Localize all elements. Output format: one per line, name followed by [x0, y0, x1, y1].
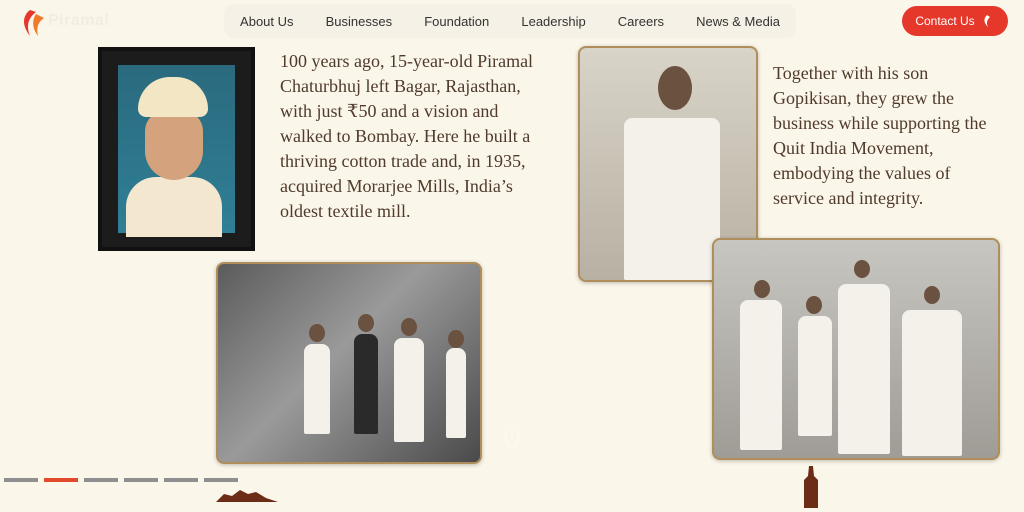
scroll-hint-icon	[505, 426, 519, 448]
logo-text: Piramal	[48, 12, 110, 29]
story-text-left: 100 years ago, 15-year-old Piramal Chaturbhuj left Bagar, Rajasthan, with just ₹50 and a vision and walked to Bombay. Here he built a thriving cotton trade and, in 1935, acquired Morarjee Mills, India’s oldest textile mill.	[280, 51, 534, 221]
tower-icon	[800, 464, 822, 508]
nav-leadership[interactable]: Leadership	[521, 13, 586, 29]
nav-about-us[interactable]: About Us	[240, 13, 294, 29]
mill-photo	[216, 262, 482, 464]
contact-us-button[interactable]	[902, 6, 1008, 36]
founder-portrait	[98, 47, 255, 251]
group-photo	[712, 238, 1000, 460]
story-text-right: Together with his son Gopikisan, they grew the business while supporting the Quit India Movement, embodying the values of service and integrity.	[773, 63, 987, 208]
progress-segment-1[interactable]	[4, 478, 38, 482]
nav-businesses[interactable]: Businesses	[325, 13, 393, 29]
flame-icon	[981, 14, 995, 28]
camel-icon	[214, 486, 280, 504]
contact-us-label: Contact Us	[915, 14, 975, 28]
progress-segment-2[interactable]	[44, 478, 78, 482]
progress-segment-3[interactable]	[84, 478, 118, 482]
nav-news-media[interactable]: News & Media	[696, 13, 780, 29]
nav-careers[interactable]: Careers	[617, 13, 665, 29]
main-navigation	[224, 4, 796, 38]
nav-foundation[interactable]: Foundation	[424, 13, 490, 29]
slide-progress	[4, 478, 238, 482]
progress-segment-6[interactable]	[204, 478, 238, 482]
progress-segment-4[interactable]	[124, 478, 158, 482]
progress-segment-5[interactable]	[164, 478, 198, 482]
